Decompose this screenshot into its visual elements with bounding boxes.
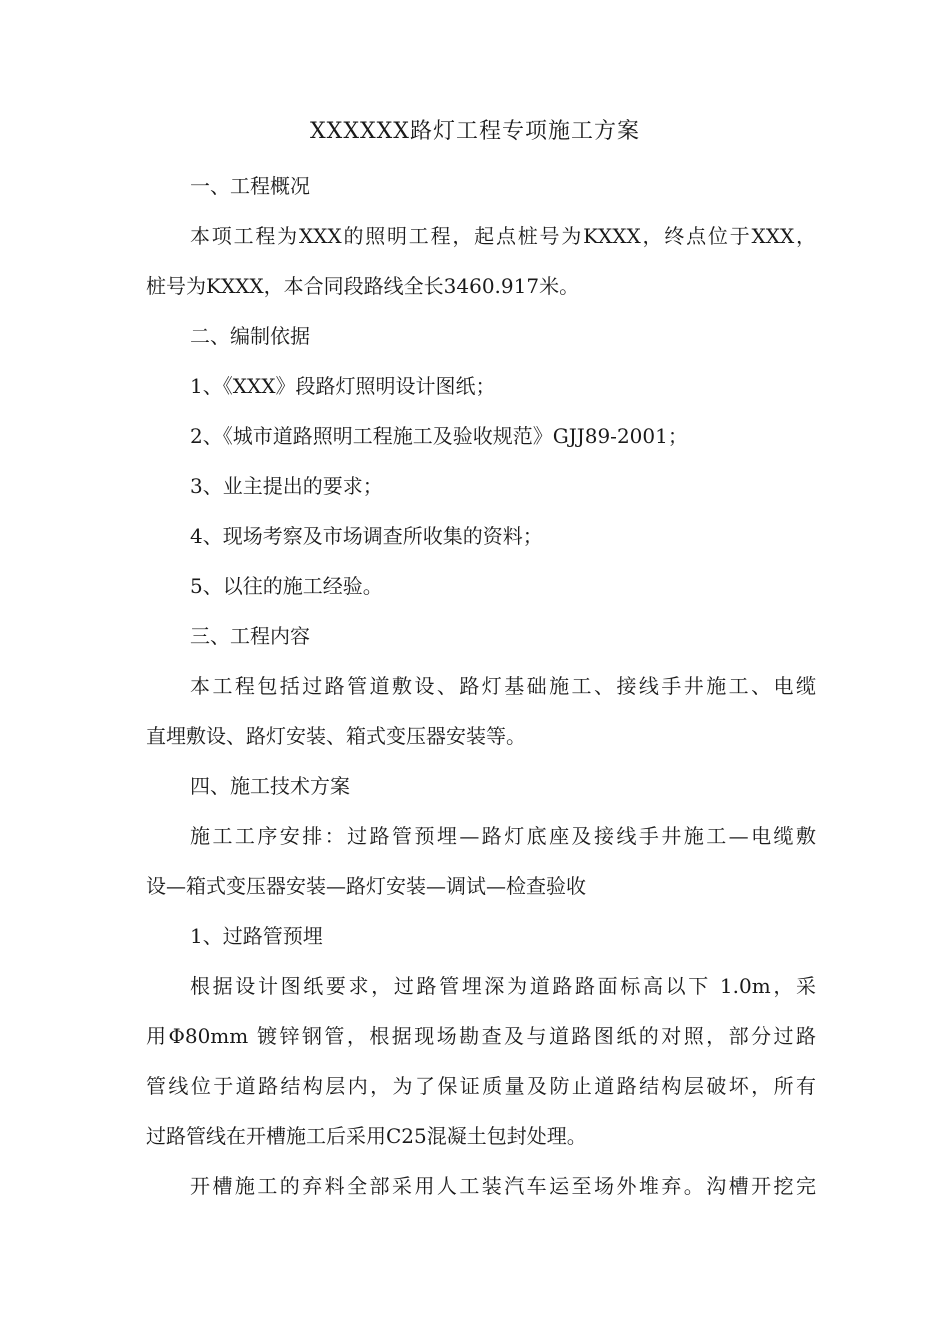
paragraph-line: 过路管线在开槽施工后采用C25混凝土包封处理。 [146, 1124, 587, 1148]
paragraph-line: 设—箱式变压器安装—路灯安装—调试—检查验收 [146, 874, 586, 898]
document-title: XXXXXX路灯工程专项施工方案 [310, 119, 640, 144]
paragraph-line: 本工程包括过路管道敷设、路灯基础施工、接线手井施工、电缆 [190, 674, 816, 698]
list-item: 5、以往的施工经验。 [190, 574, 383, 598]
paragraph-line: 用Φ80mm 镀锌钢管，根据现场勘查及与道路图纸的对照，部分过路 [146, 1024, 816, 1048]
paragraph-line: 开槽施工的弃料全部采用人工装汽车运至场外堆弃。沟槽开挖完 [190, 1174, 816, 1198]
subsection-heading-pipe-embedding: 1、过路管预埋 [190, 924, 323, 948]
section-heading-technical-plan: 四、施工技术方案 [190, 774, 350, 798]
list-item: 3、业主提出的要求； [190, 474, 383, 498]
section-heading-basis: 二、编制依据 [190, 324, 310, 348]
paragraph-line: 施工工序安排：过路管预埋—路灯底座及接线手井施工—电缆敷 [190, 824, 816, 848]
paragraph-line: 根据设计图纸要求，过路管埋深为道路路面标高以下 1.0m，采 [190, 974, 816, 998]
list-item: 2、《城市道路照明工程施工及验收规范》GJJ89-2001； [190, 424, 688, 448]
paragraph-line: 桩号为KXXX，本合同段路线全长3460.917米。 [146, 274, 580, 298]
paragraph-line: 管线位于道路结构层内，为了保证质量及防止道路结构层破坏，所有 [146, 1074, 816, 1098]
list-item: 1、《XXX》段路灯照明设计图纸； [190, 374, 496, 398]
section-heading-content: 三、工程内容 [190, 624, 310, 648]
paragraph-line: 直埋敷设、路灯安装、箱式变压器安装等。 [146, 724, 526, 748]
section-heading-overview: 一、工程概况 [190, 174, 310, 198]
paragraph-line: 本项工程为XXX的照明工程，起点桩号为KXXX，终点位于XXX， [190, 224, 816, 248]
list-item: 4、现场考察及市场调查所收集的资料； [190, 524, 543, 548]
